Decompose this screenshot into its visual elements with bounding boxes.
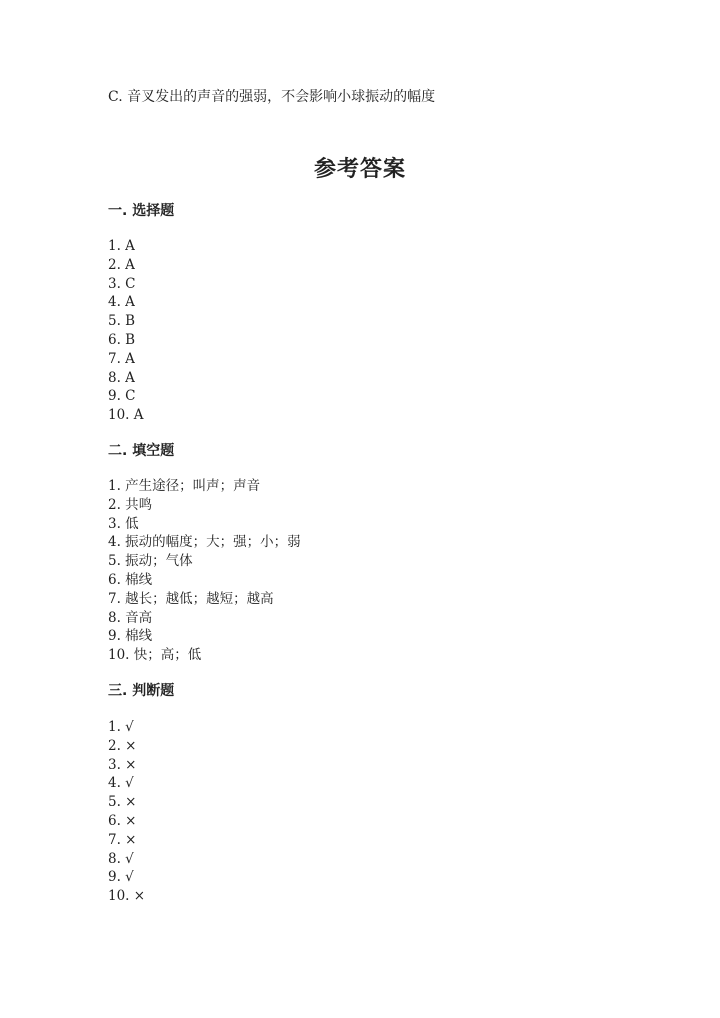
list-item: 8. 音高 <box>108 609 153 626</box>
section-heading-fill: 二. 填空题 <box>108 443 175 459</box>
list-item: 10. 快；高；低 <box>108 647 202 664</box>
answer-list-choice <box>108 237 144 425</box>
list-item: 2. × <box>108 737 137 754</box>
list-item: 2. A <box>108 256 135 273</box>
list-item: 6. × <box>108 812 137 829</box>
section-heading-judge: 三. 判断题 <box>108 683 175 699</box>
list-item: 10. A <box>108 407 144 424</box>
list-item: 5. 振动；气体 <box>108 553 193 570</box>
list-item: 1. √ <box>108 719 134 735</box>
question-option-c: C. 音叉发出的声音的强弱，不会影响小球振动的幅度 <box>108 89 436 105</box>
answer-list-judge <box>108 718 145 906</box>
list-item: 1. A <box>108 238 135 254</box>
list-item: 7. A <box>108 350 135 367</box>
list-item: 8. √ <box>108 850 134 867</box>
list-item: 6. B <box>108 331 136 348</box>
section-heading-choice: 一. 选择题 <box>108 203 175 219</box>
answer-key-title: 参考答案 <box>313 157 406 182</box>
list-item: 10. × <box>108 888 146 905</box>
list-item: 9. 棉线 <box>108 628 153 645</box>
list-item: 4. A <box>108 294 135 311</box>
list-item: 5. × <box>108 794 137 811</box>
list-item: 3. 低 <box>108 515 139 532</box>
list-item: 4. 振动的幅度；大；强；小；弱 <box>108 534 301 551</box>
list-item: 6. 棉线 <box>108 571 153 588</box>
list-item: 7. 越长；越低；越短；越高 <box>108 590 274 607</box>
answer-list-fill <box>108 477 301 665</box>
list-item: 5. B <box>108 313 136 330</box>
list-item: 4. √ <box>108 775 134 792</box>
list-item: 1. 产生途径；叫声；声音 <box>108 478 261 494</box>
list-item: 2. 共鸣 <box>108 496 153 513</box>
list-item: 7. × <box>108 831 137 848</box>
list-item: 3. C <box>108 275 136 292</box>
list-item: 3. × <box>108 756 137 773</box>
list-item: 9. √ <box>108 869 134 886</box>
list-item: 9. C <box>108 388 136 405</box>
list-item: 8. A <box>108 369 135 386</box>
